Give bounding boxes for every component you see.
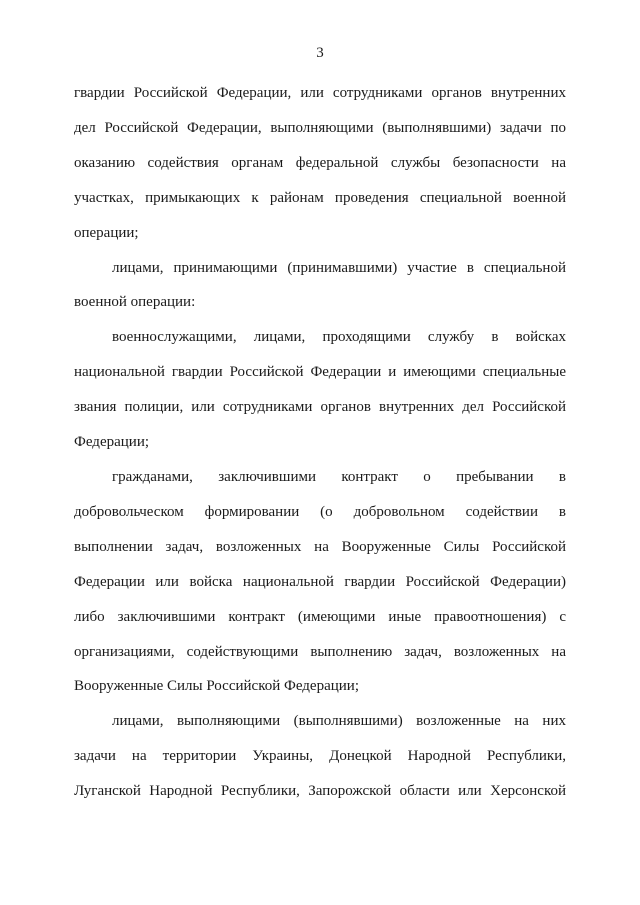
text-line: Луганской Народной Республики, Запорожской области или Херсонской (74, 783, 566, 800)
text-line: Вооруженные Силы Российской Федерации; (74, 678, 359, 695)
text-line: операции; (74, 224, 139, 241)
text-line: национальной гвардии Российской Федерации и имеющими специальные (74, 364, 566, 381)
text-line: выполнении задач, возложенных на Вооруженные Силы Российской (74, 538, 566, 555)
text-line: добровольческом формировании (о добровольном содействии в (74, 503, 566, 520)
text-line: военнослужащими, лицами, проходящими службу в войсках (112, 329, 566, 346)
text-line: военной операции: (74, 294, 196, 311)
text-line: лицами, принимающими (принимавшими) участие в специальной (112, 259, 566, 276)
page-number: 3 (316, 45, 324, 61)
text-line: участках, примыкающих к районам проведения специальной военной (74, 189, 566, 206)
document-body (74, 76, 566, 809)
text-line: задачи на территории Украины, Донецкой Народной Республики, (74, 748, 566, 765)
text-line: звания полиции, или сотрудниками органов внутренних дел Российской (74, 399, 566, 416)
text-line: гражданами, заключившими контракт о пребывании в (112, 468, 566, 485)
text-line: гвардии Российской Федерации, или сотрудниками органов внутренних (74, 85, 566, 101)
text-line: организациями, содействующими выполнению задач, возложенных на (74, 643, 566, 660)
text-line: Федерации; (74, 434, 150, 451)
text-line: либо заключившими контракт (имеющими иные правоотношения) с (74, 608, 566, 625)
text-line: дел Российской Федерации, выполняющими (выполнявшими) задачи по (74, 119, 566, 136)
text-line: оказанию содействия органам федеральной службы безопасности на (74, 154, 566, 171)
text-line: Федерации или войска национальной гвардии Российской Федерации) (74, 573, 566, 590)
text-line: лицами, выполняющими (выполнявшими) возложенные на них (112, 713, 566, 730)
